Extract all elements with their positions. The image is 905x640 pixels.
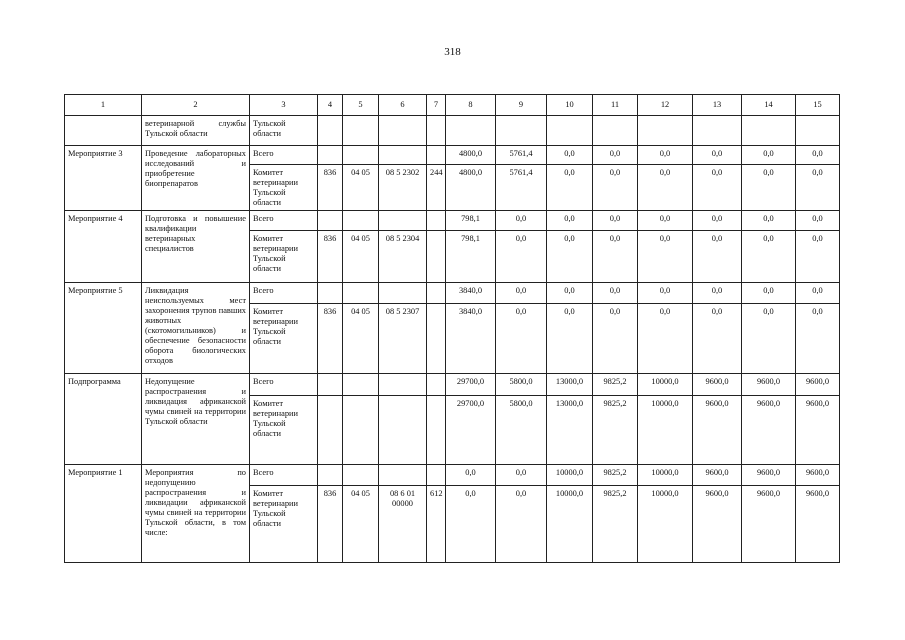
target-article-cell: 08 5 2307 [379, 304, 427, 374]
grbs-cell [318, 374, 343, 396]
target-article-cell [379, 283, 427, 304]
section-cell [343, 283, 379, 304]
executor-cell: Всего [250, 465, 318, 486]
year-cell: 13000,0 [547, 374, 593, 396]
year-cell: 9600,0 [742, 374, 796, 396]
year-cell: 0,0 [693, 283, 742, 304]
target-article-cell [379, 211, 427, 231]
grbs-cell [318, 146, 343, 165]
section-cell [343, 116, 379, 146]
year-cell: 0,0 [742, 283, 796, 304]
section-cell: 04 05 [343, 231, 379, 283]
year-cell: 9600,0 [796, 465, 840, 486]
year-cell [547, 116, 593, 146]
year-cell: 0,0 [547, 283, 593, 304]
column-header: 13 [693, 95, 742, 116]
year-cell: 0,0 [593, 165, 638, 211]
year-cell: 9600,0 [742, 465, 796, 486]
year-cell: 0,0 [796, 146, 840, 165]
year-cell: 0,0 [547, 165, 593, 211]
expense-type-cell [427, 374, 446, 396]
executor-cell: Всего [250, 283, 318, 304]
section-cell [343, 374, 379, 396]
column-header: 1 [65, 95, 142, 116]
target-article-cell [379, 374, 427, 396]
executor-cell: Всего [250, 146, 318, 165]
table-row [65, 283, 840, 304]
year-cell: 9825,2 [593, 465, 638, 486]
year-cell: 0,0 [638, 211, 693, 231]
year-cell: 0,0 [693, 231, 742, 283]
grbs-cell [318, 116, 343, 146]
year-cell: 0,0 [796, 304, 840, 374]
column-header: 9 [496, 95, 547, 116]
executor-cell: Комитет ветеринарии Тульской области [250, 304, 318, 374]
total-cell: 29700,0 [446, 396, 496, 465]
target-article-cell [379, 146, 427, 165]
year-cell: 9600,0 [693, 396, 742, 465]
expense-type-cell: 244 [427, 165, 446, 211]
description-cell: ветеринарной службы Тульской области [142, 116, 250, 146]
year-cell: 0,0 [796, 283, 840, 304]
year-cell: 0,0 [796, 231, 840, 283]
year-cell: 10000,0 [638, 374, 693, 396]
section-cell [343, 465, 379, 486]
target-article-cell [379, 116, 427, 146]
year-cell [593, 116, 638, 146]
year-cell: 13000,0 [547, 396, 593, 465]
grbs-cell [318, 396, 343, 465]
year-cell: 0,0 [496, 231, 547, 283]
page-number: 318 [444, 46, 461, 58]
description-cell: Подготовка и повышение квалификации ветеринарных специалистов [142, 211, 250, 283]
column-header: 2 [142, 95, 250, 116]
year-cell [742, 116, 796, 146]
year-cell: 0,0 [693, 165, 742, 211]
year-cell: 0,0 [496, 211, 547, 231]
grbs-cell: 836 [318, 304, 343, 374]
target-article-cell [379, 465, 427, 486]
year-cell: 0,0 [593, 304, 638, 374]
column-header: 5 [343, 95, 379, 116]
total-cell: 3840,0 [446, 304, 496, 374]
year-cell: 0,0 [693, 146, 742, 165]
expense-type-cell: 612 [427, 486, 446, 563]
year-cell: 5761,4 [496, 165, 547, 211]
event-cell: Мероприятие 5 [65, 283, 142, 374]
total-cell: 3840,0 [446, 283, 496, 304]
executor-cell: Комитет ветеринарии Тульской области [250, 486, 318, 563]
year-cell [638, 116, 693, 146]
event-cell [65, 116, 142, 146]
event-cell: Мероприятие 3 [65, 146, 142, 211]
year-cell: 9600,0 [796, 374, 840, 396]
year-cell: 0,0 [593, 231, 638, 283]
year-cell: 0,0 [496, 283, 547, 304]
expense-type-cell [427, 211, 446, 231]
expense-type-cell [427, 231, 446, 283]
year-cell: 0,0 [547, 211, 593, 231]
column-header: 6 [379, 95, 427, 116]
target-article-cell: 08 6 01 00000 [379, 486, 427, 563]
total-cell: 0,0 [446, 465, 496, 486]
grbs-cell: 836 [318, 486, 343, 563]
section-cell: 04 05 [343, 304, 379, 374]
section-cell [343, 211, 379, 231]
year-cell: 0,0 [742, 304, 796, 374]
grbs-cell: 836 [318, 231, 343, 283]
total-cell: 798,1 [446, 231, 496, 283]
year-cell: 0,0 [547, 304, 593, 374]
total-cell: 29700,0 [446, 374, 496, 396]
column-header: 3 [250, 95, 318, 116]
year-cell: 0,0 [796, 211, 840, 231]
section-cell: 04 05 [343, 486, 379, 563]
section-cell: 04 05 [343, 165, 379, 211]
column-header: 7 [427, 95, 446, 116]
year-cell: 0,0 [742, 211, 796, 231]
table-row [65, 146, 840, 165]
year-cell: 10000,0 [547, 486, 593, 563]
description-cell: Недопущение распространения и ликвидация африканской чумы свиней на территории Тульской области [142, 374, 250, 465]
column-header: 12 [638, 95, 693, 116]
executor-cell: Тульской области [250, 116, 318, 146]
total-cell: 4800,0 [446, 165, 496, 211]
budget-table [64, 94, 840, 563]
grbs-cell [318, 283, 343, 304]
year-cell: 9600,0 [693, 465, 742, 486]
year-cell: 10000,0 [547, 465, 593, 486]
target-article-cell: 08 5 2302 [379, 165, 427, 211]
year-cell: 9600,0 [796, 486, 840, 563]
executor-cell: Всего [250, 211, 318, 231]
year-cell: 5800,0 [496, 396, 547, 465]
year-cell: 0,0 [693, 211, 742, 231]
year-cell: 9600,0 [796, 396, 840, 465]
year-cell: 0,0 [742, 231, 796, 283]
column-header: 8 [446, 95, 496, 116]
year-cell: 9600,0 [693, 486, 742, 563]
year-cell: 0,0 [547, 231, 593, 283]
year-cell: 0,0 [796, 165, 840, 211]
year-cell: 0,0 [742, 165, 796, 211]
expense-type-cell [427, 146, 446, 165]
header-row [65, 95, 840, 116]
year-cell: 0,0 [638, 165, 693, 211]
year-cell: 0,0 [547, 146, 593, 165]
event-cell: Подпрограмма [65, 374, 142, 465]
table-row [65, 374, 840, 396]
table-row [65, 465, 840, 486]
expense-type-cell [427, 465, 446, 486]
grbs-cell [318, 211, 343, 231]
year-cell: 0,0 [593, 283, 638, 304]
year-cell [796, 116, 840, 146]
year-cell: 9825,2 [593, 374, 638, 396]
executor-cell: Комитет ветеринарии Тульской области [250, 231, 318, 283]
grbs-cell [318, 465, 343, 486]
year-cell: 0,0 [638, 283, 693, 304]
year-cell: 0,0 [638, 231, 693, 283]
column-header: 14 [742, 95, 796, 116]
year-cell: 0,0 [693, 304, 742, 374]
year-cell: 0,0 [638, 304, 693, 374]
target-article-cell: 08 5 2304 [379, 231, 427, 283]
year-cell: 9825,2 [593, 396, 638, 465]
section-cell [343, 146, 379, 165]
year-cell: 0,0 [496, 465, 547, 486]
year-cell: 9825,2 [593, 486, 638, 563]
year-cell: 0,0 [593, 211, 638, 231]
description-cell: Проведение лабораторных исследований и приобретение биопрепаратов [142, 146, 250, 211]
expense-type-cell [427, 116, 446, 146]
executor-cell: Комитет ветеринарии Тульской области [250, 165, 318, 211]
description-cell: Ликвидация неиспользуемых мест захоронения трупов павших животных (скотомогильников) и обеспечение безопасности оборота биологических отходов [142, 283, 250, 374]
total-cell: 798,1 [446, 211, 496, 231]
target-article-cell [379, 396, 427, 465]
event-cell: Мероприятие 1 [65, 465, 142, 563]
year-cell: 0,0 [742, 146, 796, 165]
table-row [65, 211, 840, 231]
year-cell: 9600,0 [693, 374, 742, 396]
event-cell: Мероприятие 4 [65, 211, 142, 283]
expense-type-cell [427, 396, 446, 465]
year-cell [693, 116, 742, 146]
year-cell: 0,0 [496, 486, 547, 563]
year-cell: 10000,0 [638, 486, 693, 563]
table-row [65, 116, 840, 146]
column-header: 4 [318, 95, 343, 116]
year-cell [496, 116, 547, 146]
year-cell: 0,0 [496, 304, 547, 374]
year-cell: 10000,0 [638, 465, 693, 486]
expense-type-cell [427, 283, 446, 304]
year-cell: 0,0 [638, 146, 693, 165]
expense-type-cell [427, 304, 446, 374]
year-cell: 9600,0 [742, 396, 796, 465]
year-cell: 5761,4 [496, 146, 547, 165]
column-header: 10 [547, 95, 593, 116]
section-cell [343, 396, 379, 465]
column-header: 11 [593, 95, 638, 116]
total-cell [446, 116, 496, 146]
total-cell: 4800,0 [446, 146, 496, 165]
year-cell: 5800,0 [496, 374, 547, 396]
total-cell: 0,0 [446, 486, 496, 563]
year-cell: 10000,0 [638, 396, 693, 465]
description-cell: Мероприятия по недопущению распространения и ликвидации африканской чумы свиней на территории Тульской области, в том числе: [142, 465, 250, 563]
executor-cell: Комитет ветеринарии Тульской области [250, 396, 318, 465]
executor-cell: Всего [250, 374, 318, 396]
grbs-cell: 836 [318, 165, 343, 211]
year-cell: 9600,0 [742, 486, 796, 563]
column-header: 15 [796, 95, 840, 116]
year-cell: 0,0 [593, 146, 638, 165]
